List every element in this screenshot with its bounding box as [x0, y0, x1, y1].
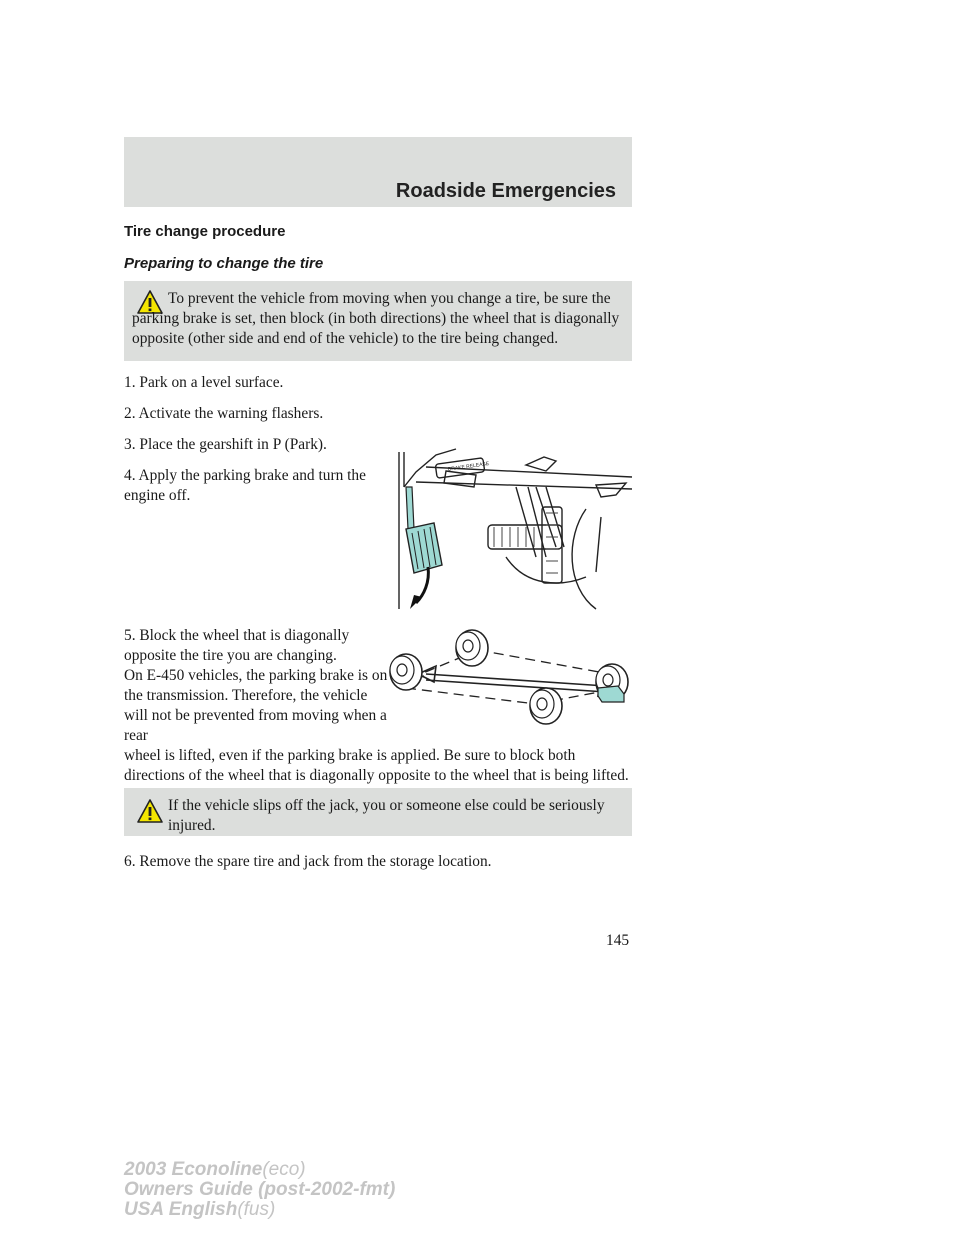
wheel-blocking-illustration [386, 626, 636, 726]
arrow-head-icon [410, 595, 422, 609]
wheel-chock [598, 686, 624, 702]
heading-tire-change-procedure: Tire change procedure [124, 223, 286, 240]
section-title: Roadside Emergencies [395, 180, 616, 202]
brake-release-label: BRAKE RELEASE [447, 460, 490, 473]
warning-text-jack: If the vehicle slips off the jack, you or someone else could be seriously injured. [168, 797, 605, 834]
step-1: 1. Park on a level surface. [124, 374, 284, 391]
footer-language: USA English [124, 1199, 238, 1220]
e450-note-part2: wheel is lifted, even if the parking brake is applied. Be sure to block both directions of the wheel that is diagonally opposite to the wheel that is being lifted. [124, 747, 629, 784]
warning-box-jack [124, 788, 632, 836]
subheading-preparing: Preparing to change the tire [124, 255, 324, 272]
step-5: 5. Block the wheel that is diagonally opposite the tire you are changing. [124, 627, 350, 664]
step-2: 2. Activate the warning flashers. [124, 405, 324, 422]
wheel-rear-right [530, 688, 562, 724]
warning-triangle-icon [136, 798, 164, 824]
footer-model: 2003 Econoline [124, 1159, 263, 1180]
page-number: 145 [606, 932, 630, 949]
parking-brake-pedal-illustration [396, 447, 636, 612]
footer-guide: Owners Guide (post-2002-fmt) [124, 1179, 396, 1200]
brake-arm [406, 487, 414, 529]
footer-language-code: (fus) [237, 1199, 276, 1220]
step-4: 4. Apply the parking brake and turn the engine off. [124, 467, 366, 504]
wheel-front-left [456, 630, 488, 666]
warning-box-parking-brake [124, 281, 632, 361]
warning-text-parking-brake: To prevent the vehicle from moving when you change a tire, be sure the parking brake is set, then block (in both directions) the wheel that is diagonally opposite (other side and end of the vehicle) to the tire being changed. [132, 290, 620, 347]
step-6: 6. Remove the spare tire and jack from the storage location. [124, 853, 492, 870]
footer-doc-info [124, 1160, 395, 1220]
footer-model-code: (eco) [262, 1159, 306, 1180]
e450-note-part1: On E-450 vehicles, the parking brake is on the transmission. Therefore, the vehicle will not be prevented from moving when a rear [124, 667, 388, 744]
wheel-rear-left [390, 654, 422, 690]
step-3: 3. Place the gearshift in P (Park). [124, 436, 327, 453]
header-band [124, 137, 632, 207]
